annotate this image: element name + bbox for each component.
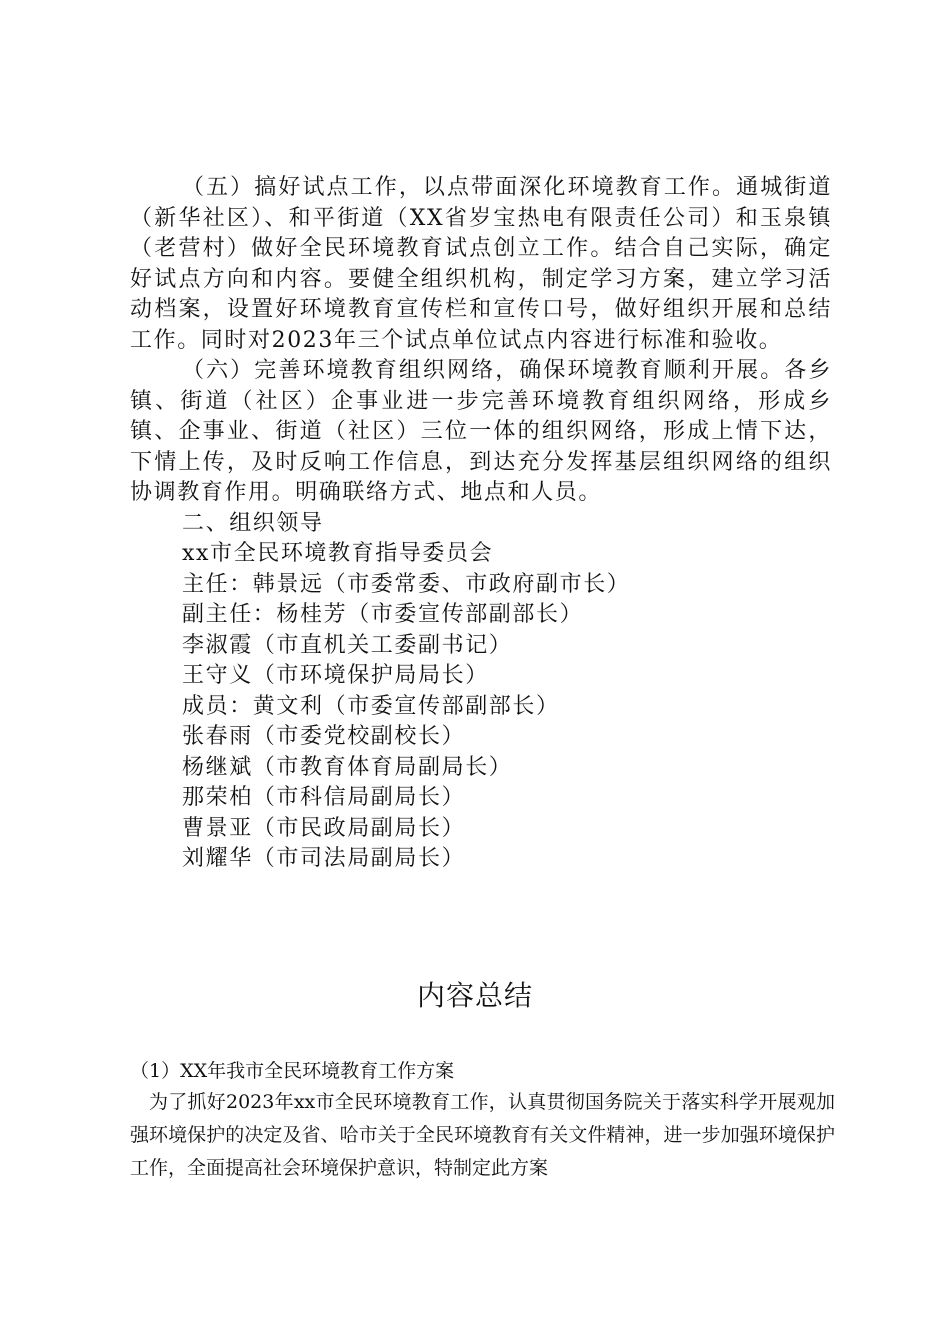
member-line: 杨继斌（市教育体育局副局长） xyxy=(182,754,513,780)
committee-name: xx市全民环境教育指导委员会 xyxy=(182,541,494,566)
member-line: 王守义（市环境保护局局长） xyxy=(182,663,489,688)
summary-heading: （1）XX年我市全民环境教育工作方案 xyxy=(130,1060,455,1082)
summary-section xyxy=(130,1056,835,1185)
paragraph-pilot-work: （五）搞好试点工作，以点带面深化环境教育工作。通城街道（新华社区）、和平街道（XX省岁宝热电有限责任公司）和玉泉镇（老营村）做好全民环境教育试点创立工作。结合自己实际，确定好试点方向和内容。要健全组织机构，制定学习方案，建立学习活动档案，设置好环境教育宣传栏和宣传口号，做好组织开展和总结工作。同时对2023年三个试点单位试点内容进行标准和验收。 xyxy=(130,175,832,353)
member-line: 主任：韩景远（市委常委、市政府副市长） xyxy=(182,571,631,597)
section-heading: 二、组织领导 xyxy=(182,510,324,536)
organization-section xyxy=(130,509,832,875)
member-line: 成员：黄文利（市委宣传部副部长） xyxy=(182,693,560,719)
paragraph-organization-network: （六）完善环境教育组织网络，确保环境教育顺利开展。各乡镇、街道（社区）企事业进一步完善环境教育组织网络，形成乡镇、企事业、街道（社区）三位一体的组织网络，形成上情下达，下情上传，及时反响工作信息，到达充分发挥基层组织网络的组织协调教育作用。明确联络方式、地点和人员。 xyxy=(130,358,832,505)
summary-title: 内容总结 xyxy=(416,979,533,1012)
document-body xyxy=(130,173,832,875)
member-line: 刘耀华（市司法局副局长） xyxy=(182,846,466,871)
member-line: 张春雨（市委党校副校长） xyxy=(182,724,466,749)
member-line: 那荣柏（市科信局副局长） xyxy=(182,785,466,810)
member-line: 李淑霞（市直机关工委副书记） xyxy=(182,632,513,658)
member-line: 曹景亚（市民政局副局长） xyxy=(182,815,466,841)
summary-text: 为了抓好2023年xx市全民环境教育工作，认真贯彻国务院关于落实科学开展观加强环境保护的决定及省、哈市关于全民环境教育有关文件精神，进一步加强环境保护工作，全面提高社会环境保护意识，特制定此方案 xyxy=(130,1091,835,1179)
member-line: 副主任：杨桂芳（市委宣传部副部长） xyxy=(182,602,584,627)
